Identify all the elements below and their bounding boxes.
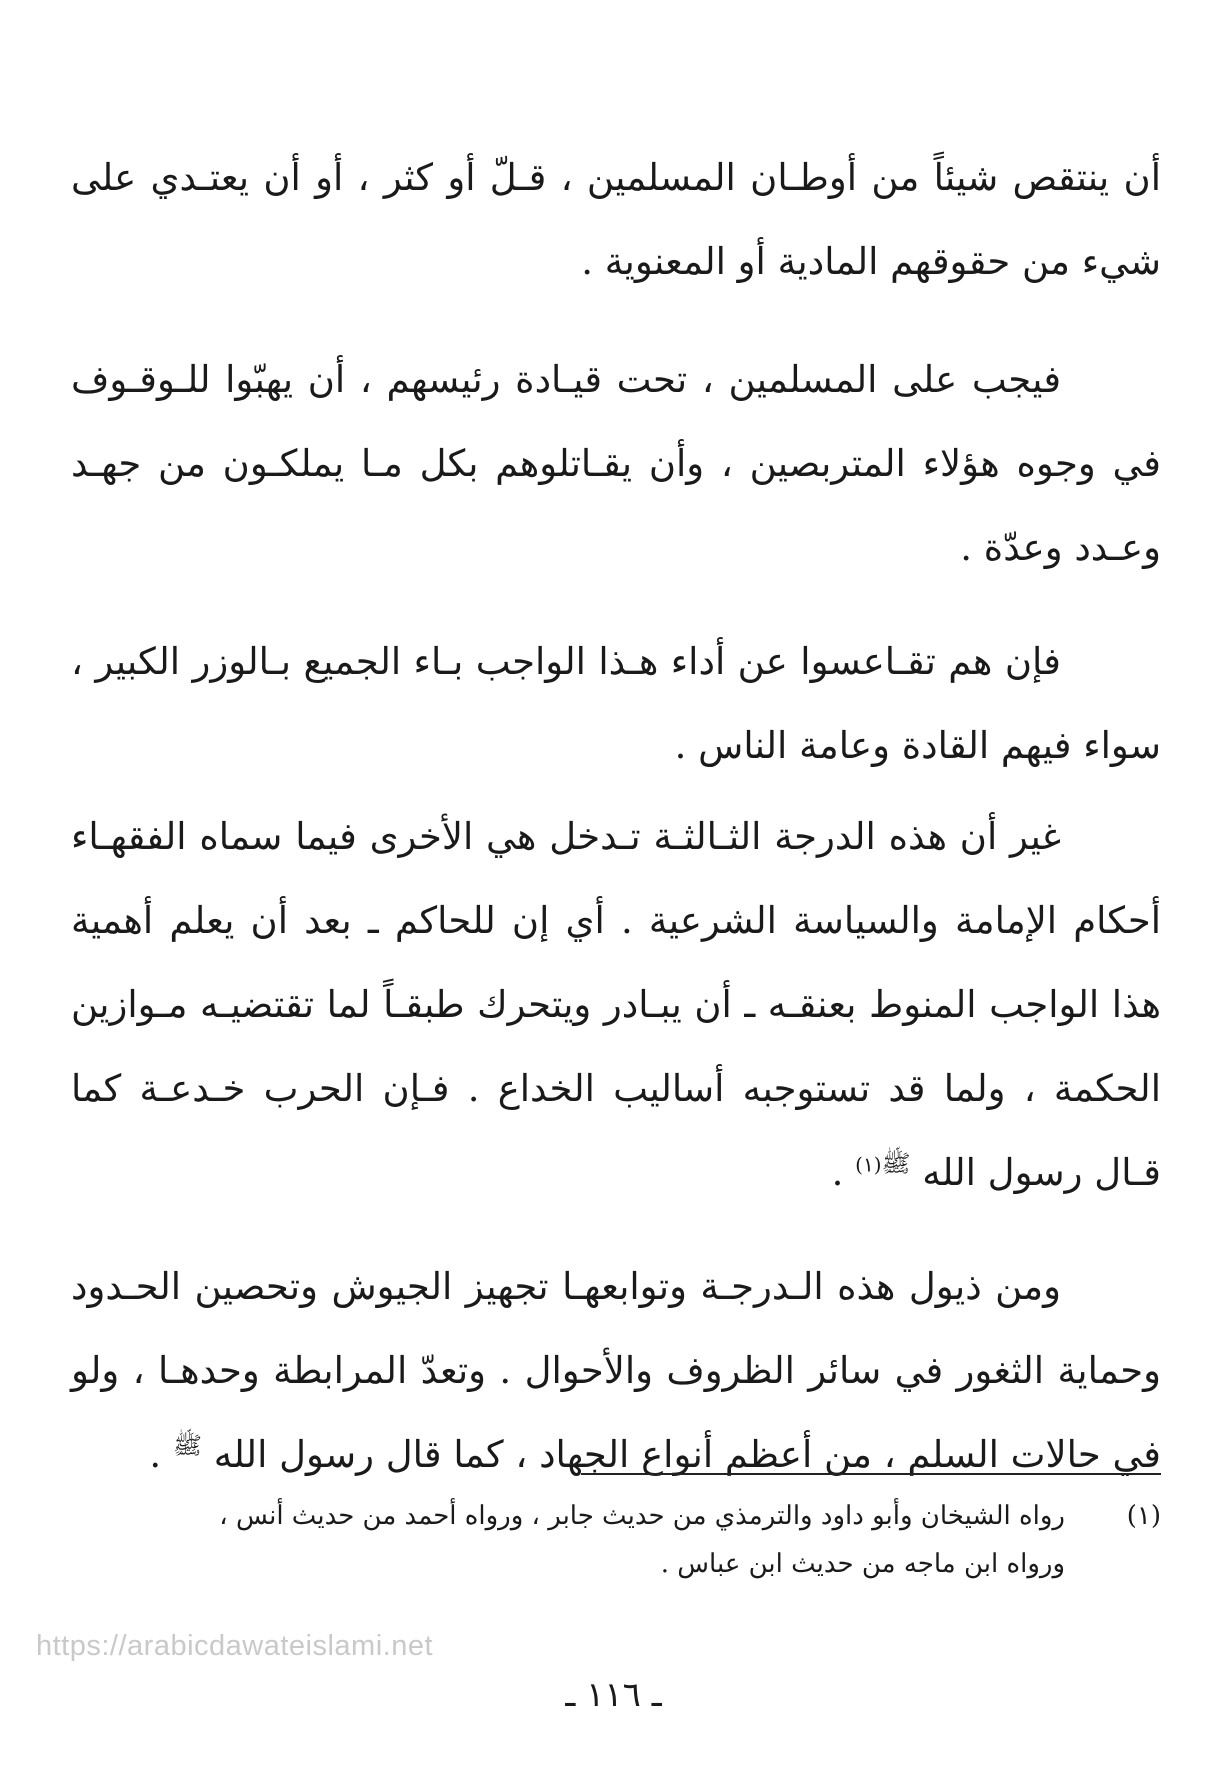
footnote-separator [581, 1473, 1161, 1475]
paragraph-2 [71, 338, 1161, 590]
paragraph-4-main: غير أن هذه الدرجة الثـالثـة تـدخل هي الأخرى فيما سماه الفقهـاء أحكام الإمامة والسياسة الشرعية . أي إن للحاكم ـ بعد أن يعلم أهمية هذا الواجب المنوط بعنقـه ـ أن يبـادر ويتحرك طبقـاً لما تقتضيـه مـوازين الحكمة ، ولما قد تستوجبه أساليب الخداع . فـإن الحرب خـدعـة كما قـال رسول الله [71, 815, 1161, 1194]
paragraph-3 [71, 620, 1161, 788]
paragraph-4-end: . [831, 1151, 856, 1194]
paragraph-5-main: ومن ذيول هذه الـدرجـة وتوابعهـا تجهيز الجيوش وتحصين الحـدود وحماية الثغور في سائر الظروف والأحوال . وتعدّ المرابطة وحدهـا ، ولو في حالات السلم ، من أعظم أنواع الجهاد ، كما قال رسول الله [71, 1265, 1161, 1476]
paragraph-3-text: فإن هم تقـاعسوا عن أداء هـذا الواجب بـاء الجميع بـالوزر الكبير ، سواء فيهم القادة وعامة الناس . [71, 640, 1161, 767]
footnote-text-1: رواه الشيخان وأبو داود والترمذي من حديث جابر ، ورواه أحمد من حديث أنس ، [219, 1501, 1065, 1531]
footnote [71, 1492, 1161, 1588]
paragraph-1-text: أن ينتقص شيئاً من أوطـان المسلمين ، قـلّ أو كثر ، أو أن يعتـدي على شيء من حقوقهم المادية أو المعنوية . [71, 156, 1161, 283]
paragraph-5-text [71, 1245, 1161, 1497]
page-number: ـ ١١٦ ـ [565, 1675, 662, 1715]
paragraph-5 [71, 1245, 1161, 1497]
footnote-line-1 [71, 1492, 1161, 1540]
footnote-reference[interactable]: (١) [855, 1152, 882, 1177]
watermark-url: https://arabicdawateislami.net [36, 1630, 434, 1662]
footnote-line-2: ورواه ابن ماجه من حديث ابن عباس . [660, 1549, 1065, 1579]
honorific-symbol: ﷺ [172, 1431, 202, 1460]
footnote-number: (١) [1126, 1501, 1161, 1531]
paragraph-4 [71, 795, 1161, 1215]
paragraph-1 [71, 136, 1161, 304]
paragraph-5-end: . [149, 1433, 173, 1476]
honorific-symbol: ﷺ [881, 1149, 911, 1178]
paragraph-2-text: فيجب على المسلمين ، تحت قيـادة رئيسهم ، أن يهبّوا للـوقـوف في وجوه هؤلاء المتربصين ، وأن يقـاتلوهم بكل مـا يملكـون من جهـد وعـدد وعدّة . [71, 358, 1161, 569]
paragraph-4-text [71, 795, 1161, 1215]
